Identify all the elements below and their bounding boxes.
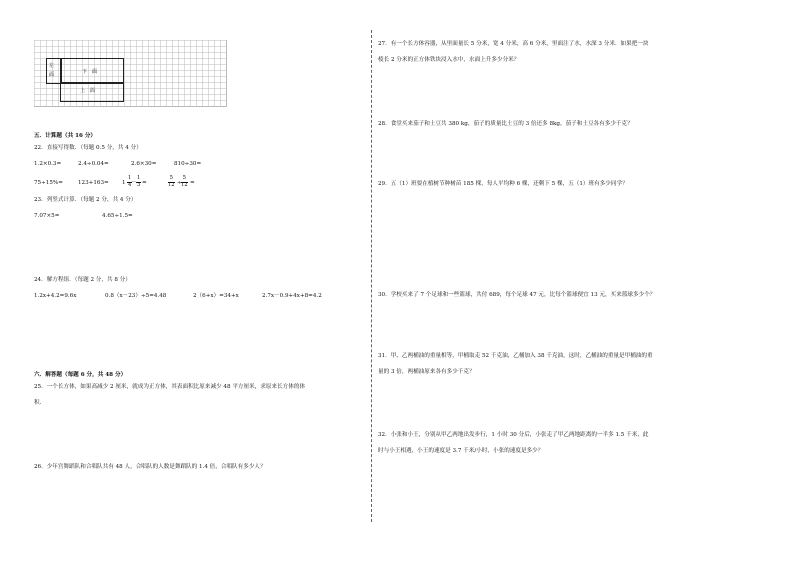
frac1-b-den: 3 — [137, 181, 141, 188]
frac2-op: ÷ — [177, 180, 182, 186]
q24-item-4: 2.7x－0.9+4x+8=4.2 — [262, 293, 322, 299]
label-left-top: 左 — [49, 63, 55, 69]
q22-item-5: 75÷15%= — [34, 180, 63, 186]
frac2-a-den: 12 — [168, 181, 175, 188]
q22-text: 22．直接写得数．（每题 0.5 分，共 4 分） — [34, 145, 142, 151]
q23-item-2: 4.65÷1.5= — [102, 213, 133, 219]
column-divider — [371, 30, 372, 522]
q25-line2: 积． — [34, 400, 46, 406]
q32-line1: 32．小张和小王，分别从甲乙两地出发步行，1 小时 30 分后，小张走了甲乙两地距离的一半多 1.5 千米，此 — [378, 432, 649, 438]
q32-line2: 时与小王相遇，小王的速度是 3.7 千米/小时，小张的速度是多少？ — [378, 448, 544, 454]
q24-item-1: 1.2x+4.2=9.6x — [34, 293, 77, 299]
q22-item-4: 810÷30= — [174, 161, 202, 167]
frac2-b-num: 5 — [182, 175, 186, 181]
q27-line2: 棱长 2 分米的正方体铁块浸入水中，水面上升多少分米？ — [378, 57, 520, 63]
frac2-eq: = — [190, 180, 195, 186]
q22-item-1: 1.2×0.3= — [34, 161, 62, 167]
q24-item-2: 0.8（x－23）÷5=4.48 — [105, 293, 167, 299]
q22-item-3: 2.6×30= — [131, 161, 157, 167]
frac1-eq: = — [142, 180, 147, 186]
frac2-a — [168, 176, 175, 188]
q28-text: 28．食堂买来茄子和土豆共 380 kg，茄子的质量比土豆的 3 倍还多 8kg，茄子和土豆各有多少千克？ — [378, 121, 633, 127]
q30-text: 30．学校买来了 7 个足球和一些篮球，共付 689，每个足球 47 元，比每个篮球便宜 13 元，买来篮球多少个？ — [378, 292, 656, 298]
frac1-a-num: 1 — [128, 175, 132, 181]
q24-item-3: 2（6+x）=34+x — [193, 293, 239, 299]
q27-line1: 27．有一个长方体容器，从里面量长 5 分米，宽 4 分米，高 6 分米，里面注了水，水深 3 分米．如果把一块 — [378, 41, 649, 47]
q29-text: 29．五（1）班要在植树节种树苗 185 棵，每人平均种 6 棵，还剩下 5 棵，五（1）班有多少同学？ — [378, 181, 628, 187]
q23-item-1: 7.07×5= — [34, 213, 60, 219]
q31-line2: 量的 3 倍，两桶油原来各有多少千克？ — [378, 369, 475, 375]
section5-title: 五．计算题（共 16 分） — [34, 133, 97, 139]
q26-text: 26．少年宫舞蹈队和合唱队共有 48 人，合唱队的人数是舞蹈队的 1.4 倍，合唱队有多少人？ — [34, 464, 266, 470]
section6-title: 六．解答题（每题 6 分，共 48 分） — [34, 372, 127, 378]
q24-text: 24．解方程组．（每题 2 分，共 8 分） — [34, 277, 131, 283]
q22-item-6: 123+163= — [78, 180, 109, 186]
q22-item-2: 2.4÷0.04= — [78, 161, 109, 167]
frac1-op: － — [131, 180, 137, 186]
frac1-b — [136, 176, 141, 188]
q23-text: 23．列竖式计算．（每题 2 分，共 4 分） — [34, 197, 137, 203]
label-top: 上 面 — [80, 88, 96, 94]
frac1-a-den: 4 — [128, 181, 132, 188]
q25-line1: 25．一个长方体，如果高减少 2 厘米，就成为正方体，其表面积比原来减少 48 平方厘米，求原来长方体的体 — [34, 384, 306, 390]
label-front: 下 面 — [82, 69, 98, 75]
frac2-b — [181, 176, 188, 188]
frac2-b-den: 12 — [181, 181, 188, 188]
label-left-bottom: 面 — [49, 72, 55, 78]
frac1-whole: 1 — [122, 180, 126, 186]
frac2-a-num: 5 — [169, 175, 173, 181]
q31-line1: 31．甲、乙两桶油的重量相等，甲桶取走 52 千克油，乙桶加入 38 千克油，这时，乙桶油的重量是甲桶油的重 — [378, 353, 653, 359]
frac1-b-num: 1 — [137, 175, 141, 181]
